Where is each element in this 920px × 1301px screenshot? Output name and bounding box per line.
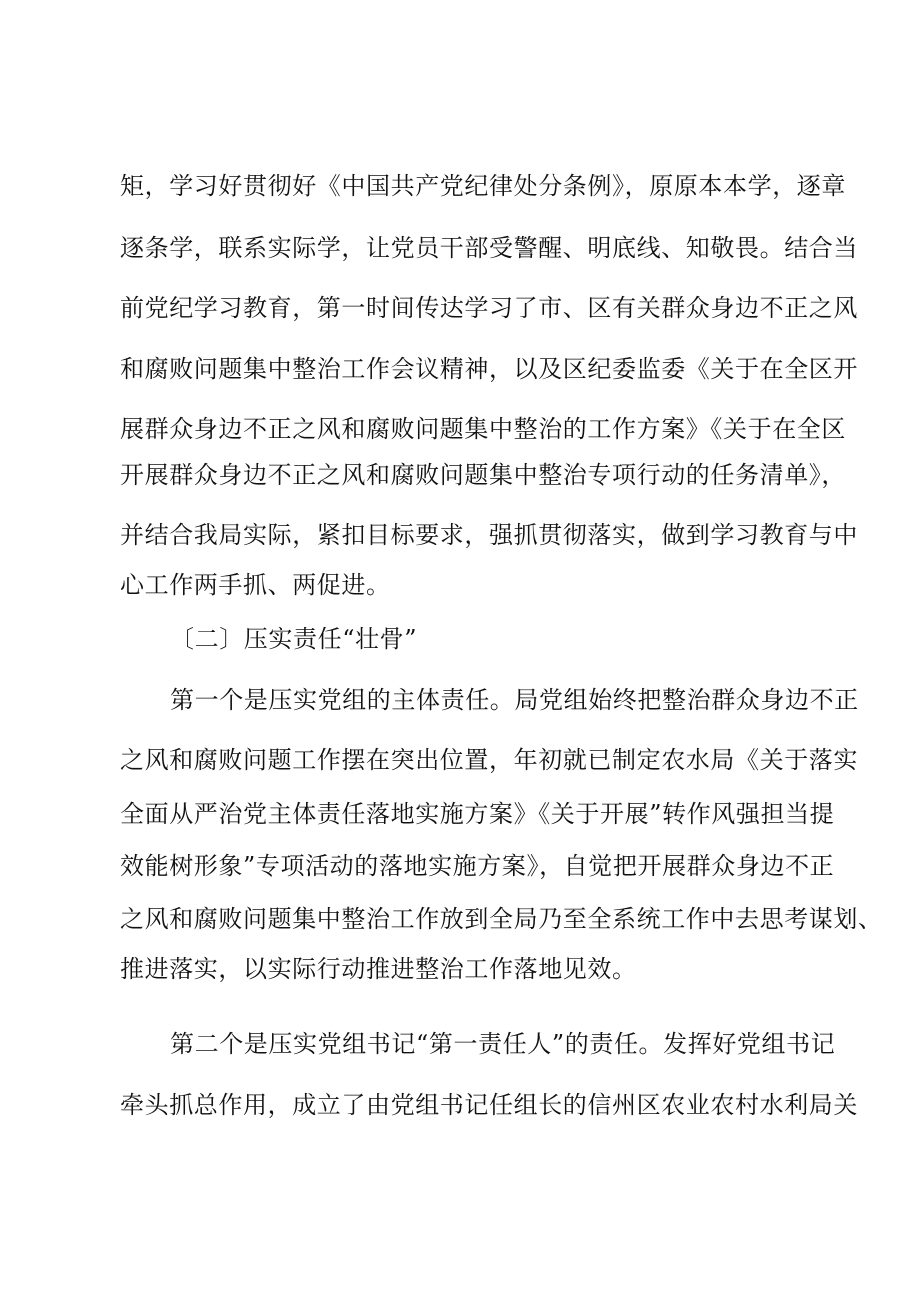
paragraph-1-line-3: 前党纪学习教育，第一时间传达学习了市、区有关群众身边不正之风: [120, 294, 858, 322]
paragraph-2-line-6: 推进落实，以实际行动推进整治工作落地见效。: [120, 955, 637, 983]
paragraph-1-line-5: 展群众身边不正之风和腐败问题集中整治的工作方案》《关于在全区: [120, 415, 846, 443]
paragraph-1-line-8: 心工作两手抓、两促进。: [120, 571, 391, 599]
paragraph-1-line-1: 矩，学习好贯彻好《中国共产党纪律处分条例》，原原本本学，逐章: [120, 172, 846, 200]
paragraph-1-line-6: 开展群众身边不正之风和腐败问题集中整治专项行动的任务清单》，: [120, 461, 846, 489]
paragraph-1-line-7: 并结合我局实际，紧扣目标要求，强抓贯彻落实，做到学习教育与中: [120, 521, 858, 549]
paragraph-3-line-2: 牵头抓总作用，成立了由党组书记任组长的信州区农业农村水利局关: [120, 1091, 858, 1119]
paragraph-3-line-1: 第二个是压实党组书记“第一责任人”的责任。发挥好党组书记: [170, 1030, 836, 1058]
paragraph-2-line-3: 全面从严治党主体责任落地实施方案》《关于开展”转作风强担当提: [120, 800, 835, 828]
paragraph-2-line-4: 效能树形象”专项活动的落地实施方案》，自觉把开展群众身边不正: [120, 852, 835, 880]
paragraph-2-line-5: 之风和腐败问题集中整治工作放到全局乃至全系统工作中去思考谋划、: [120, 905, 883, 933]
section-heading-2: 〔二〕压实责任“壮骨”: [170, 625, 418, 653]
paragraph-1-line-2: 逐条学，联系实际学，让党员干部受警醒、明底线、知敬畏。结合当: [120, 234, 858, 262]
paragraph-2-line-1: 第一个是压实党组的主体责任。局党组始终把整治群众身边不正: [170, 686, 859, 714]
paragraph-2-line-2: 之风和腐败问题工作摆在突出位置，年初就已制定农水局《关于落实: [120, 746, 858, 774]
paragraph-1-line-4: 和腐败问题集中整治工作会议精神，以及区纪委监委《关于在全区开: [120, 355, 858, 383]
